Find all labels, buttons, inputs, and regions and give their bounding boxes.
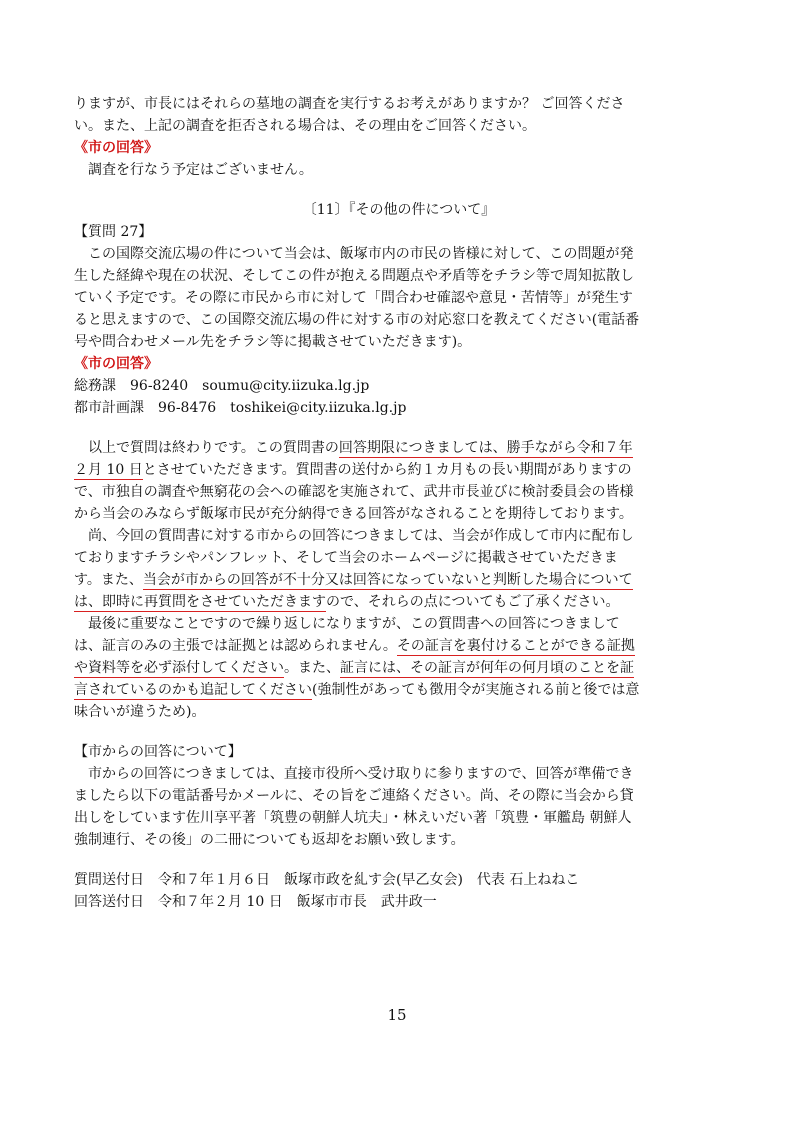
underlined-text: 当会が市からの回答が不十分又は回答になっていないと判断した場合について <box>142 572 633 588</box>
text-span: 以上で質問は終わりです。この質問書の <box>74 440 339 456</box>
question-label: 【質問 27】 <box>74 224 153 240</box>
text-span: は、証言のみの主張では証拠とは認められません。 <box>74 638 397 654</box>
text-line: から当会のみならず飯塚市民が充分納得できる回答がなされることを期待しております。 <box>74 506 633 522</box>
text-line <box>74 657 724 679</box>
text-line: 最後に重要なことですので繰り返しになりますが、この質問書への回答につきまして <box>74 616 620 632</box>
text-line <box>74 591 724 613</box>
reply-heading: 【市からの回答について】 <box>74 744 242 760</box>
text-line: 号や問合わせメール先をチラシ等に掲載させていただきます)。 <box>74 334 472 350</box>
sent-date-line: 質問送付日 令和７年１月６日 飯塚市政を糺す会(早乙女会) 代表 石上ねねこ <box>74 872 580 888</box>
text-line <box>74 437 724 459</box>
text-line: りますが、市長にはそれらの墓地の調査を実行するお考えがありますか？ ご回答くださ <box>74 96 625 112</box>
text-span: ので、それらの点についてもご了承ください。 <box>326 594 620 610</box>
contact-line: 都市計画課 96-8476 toshikei@city.iizuka.lg.jp <box>74 400 407 416</box>
text-line: 味合いが違うため)。 <box>74 704 206 720</box>
text-line: この国際交流広場の件について当会は、飯塚市内の市民の皆様に対して、この問題が発 <box>74 246 634 262</box>
text-span: す。また、 <box>74 572 143 588</box>
underlined-text: 証言には、その証言が何年の何月頃のことを証 <box>340 660 634 676</box>
text-line: 生した経緯や現在の状況、そしてこの件が抱える問題点や矛盾等をチラシ等で周知拡散し <box>74 268 634 284</box>
reply-date-line: 回答送付日 令和７年２月 10 日 飯塚市市長 武井政一 <box>74 894 437 910</box>
text-line <box>74 459 724 481</box>
section-heading: 〔11〕『その他の件について』 <box>302 202 496 218</box>
text-line: い。また、上記の調査を拒否される場合は、その理由をご回答ください。 <box>74 118 536 134</box>
underlined-text: その証言を裏付けることができる証拠 <box>396 638 635 654</box>
answer-text: 調査を行なう予定はございません。 <box>74 162 313 178</box>
text-line: ると思えますので、この国際交流広場の件に対する市の対応窓口を教えてください(電話番 <box>74 312 640 328</box>
text-span: とさせていただきます。質問書の送付から約１カ月もの長い期間がありますの <box>142 462 632 478</box>
text-span: 。また、 <box>284 660 340 676</box>
text-line <box>74 635 724 657</box>
answer-heading: 《市の回答》 <box>74 356 158 372</box>
text-line: ていく予定です。その際に市民から市に対して「問合わせ確認や意見・苦情等」が発生す <box>74 290 633 306</box>
text-line: 市からの回答につきましては、直接市役所へ受け取りに参りますので、回答が準備でき <box>74 766 634 782</box>
contact-line: 総務課 96-8240 soumu@city.iizuka.lg.jp <box>74 378 370 394</box>
underlined-text: や資料等を必ず添付してください <box>74 660 284 676</box>
underlined-text: 回答期限につきましては、勝手ながら令和７年 <box>338 440 633 456</box>
page-number: 15 <box>387 1006 407 1024</box>
underlined-text: ２月 10 日 <box>74 462 143 478</box>
text-line: 強制連行、その後」の二冊についても返却をお願い致します。 <box>74 832 465 848</box>
text-line <box>74 569 724 591</box>
text-line: 出しをしています佐川享平著「筑豊の朝鮮人坑夫」・林えいだい著「筑豊・軍艦島 朝鮮人 <box>74 810 632 826</box>
text-line <box>74 679 724 701</box>
document-body <box>74 93 724 913</box>
text-line: 尚、今回の質問書に対する市からの回答につきましては、当会が作成して市内に配布し <box>74 528 634 544</box>
text-line: で、市独自の調査や無窮花の会への確認を実施されて、武井市長並びに検討委員会の皆様 <box>74 484 634 500</box>
answer-heading: 《市の回答》 <box>74 140 158 156</box>
text-span: (強制性があっても徴用令が実施される前と後では意 <box>312 682 640 698</box>
underlined-text: 言されているのかも追記してください <box>74 682 312 698</box>
underlined-text: は、即時に再質問をさせていただきます <box>74 594 326 610</box>
text-line: ましたら以下の電話番号かメールに、その旨をご連絡ください。尚、その際に当会から貸 <box>74 788 634 804</box>
text-line: ておりますチラシやパンフレット、そして当会のホームページに掲載させていただきま <box>74 550 618 566</box>
